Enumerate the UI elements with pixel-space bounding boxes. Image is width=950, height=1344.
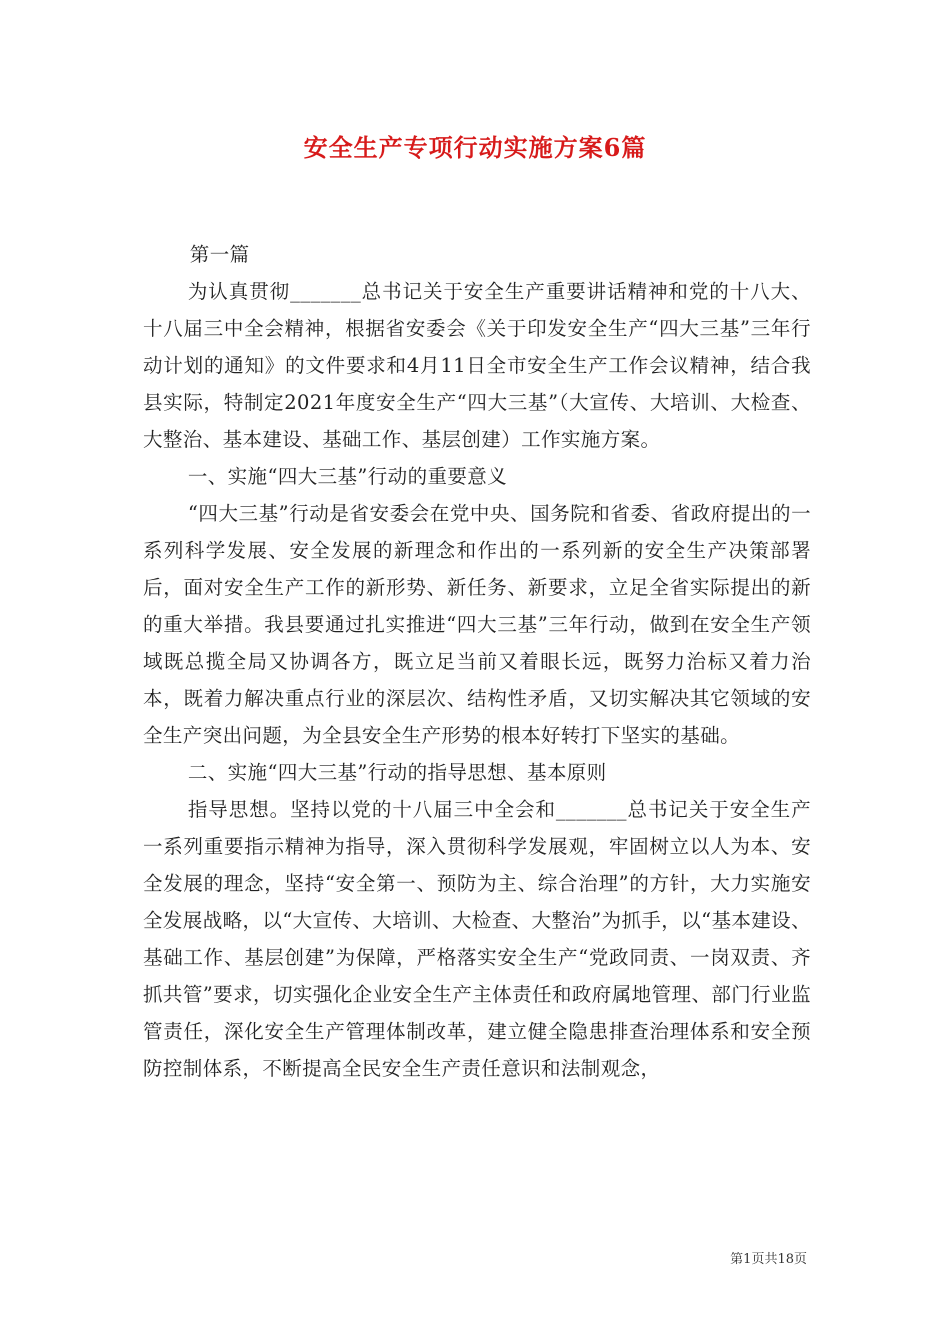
document-body xyxy=(143,236,811,1087)
section-label: 第一篇 xyxy=(189,243,250,266)
heading-significance: 一、实施“四大三基”行动的重要意义 xyxy=(187,465,508,488)
document-title: 安全生产专项行动实施方案6篇 xyxy=(303,133,647,162)
paragraph-intro: 为认真贯彻_______总书记关于安全生产重要讲话精神和党的十八大、十八届三中全会精神，根据省安委会《关于印发安全生产“四大三基”三年行动计划的通知》的文件要求和4月11日全市安全生产工作会议精神，结合我县实际，特制定2021年度安全生产“四大三基”（大宣传、大培训、大检查、大整治、基本建设、基础工作、基层创建）工作实施方案。 xyxy=(143,280,811,451)
paragraph-significance: “四大三基”行动是省安委会在党中央、国务院和省委、省政府提出的一系列科学发展、安全发展的新理念和作出的一系列新的安全生产决策部署后，面对安全生产工作的新形势、新任务、新要求，立足全省实际提出的新的重大举措。我县要通过扎实推进“四大三基”三年行动，做到在安全生产领域既总揽全局又协调各方，既立足当前又着眼长远，既努力治标又着力治本，既着力解决重点行业的深层次、结构性矛盾，又切实解决其它领域的安全生产突出问题，为全县安全生产形势的根本好转打下坚实的基础。 xyxy=(143,502,811,747)
page-footer xyxy=(0,1248,950,1267)
paragraph-guiding-thought: 指导思想。坚持以党的十八届三中全会和_______总书记关于安全生产一系列重要指示精神为指导，深入贯彻科学发展观，牢固树立以人为本、安全发展的理念，坚持“安全第一、预防为主、综合治理”的方针，大力实施安全发展战略，以“大宣传、大培训、大检查、大整治”为抓手，以“基本建设、基础工作、基层创建”为保障，严格落实安全生产“党政同责、一岗双责、齐抓共管”要求，切实强化企业安全生产主体责任和政府属地管理、部门行业监管责任，深化安全生产管理体制改革，建立健全隐患排查治理体系和安全预防控制体系，不断提高全民安全生产责任意识和法制观念， xyxy=(143,798,811,1080)
heading-guiding-principles: 二、实施“四大三基”行动的指导思想、基本原则 xyxy=(187,761,607,784)
page-number: 第1页共18页 xyxy=(730,1252,807,1267)
